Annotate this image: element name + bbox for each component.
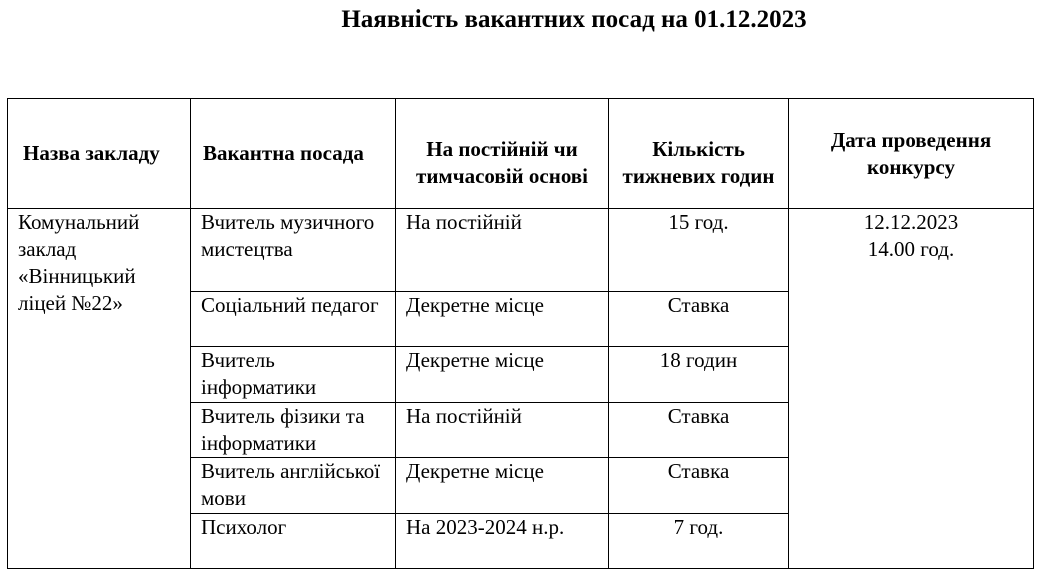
position-cell: Психолог <box>191 514 396 569</box>
basis-cell: Декретне місце <box>396 347 609 403</box>
basis-cell: Декретне місце <box>396 292 609 347</box>
contest-date: 12.12.2023 <box>863 210 959 234</box>
hours-cell: 7 год. <box>609 514 789 569</box>
header-contest-date: Дата проведення конкурсу <box>789 99 1034 209</box>
position-cell: Вчитель інформатики <box>191 347 396 403</box>
basis-cell: На 2023-2024 н.р. <box>396 514 609 569</box>
position-cell: Вчитель фізики та інформатики <box>191 403 396 458</box>
school-name-cell: Комунальний заклад «Вінницький ліцей №22» <box>8 209 191 569</box>
hours-cell: Ставка <box>609 403 789 458</box>
basis-cell: На постійній <box>396 403 609 458</box>
contest-date-cell <box>789 209 1034 569</box>
contest-time: 14.00 год. <box>867 237 955 261</box>
table-row <box>8 209 1034 292</box>
vacancies-table <box>7 98 1034 569</box>
table-header-row <box>8 99 1034 209</box>
basis-cell: На постійній <box>396 209 609 292</box>
hours-cell: Ставка <box>609 292 789 347</box>
position-cell: Вчитель музичного мистецтва <box>191 209 396 292</box>
document-title: Наявність вакантних посад на 01.12.2023 <box>341 6 807 33</box>
header-basis: На постійній чи тимчасовій основі <box>396 99 609 209</box>
hours-cell: Ставка <box>609 458 789 514</box>
position-cell: Вчитель англійської мови <box>191 458 396 514</box>
hours-cell: 15 год. <box>609 209 789 292</box>
hours-cell: 18 годин <box>609 347 789 403</box>
header-vacant-position: Вакантна посада <box>191 99 396 209</box>
basis-cell: Декретне місце <box>396 458 609 514</box>
header-school-name: Назва закладу <box>8 99 191 209</box>
header-weekly-hours: Кількість тижневих годин <box>609 99 789 209</box>
position-cell: Соціальний педагог <box>191 292 396 347</box>
